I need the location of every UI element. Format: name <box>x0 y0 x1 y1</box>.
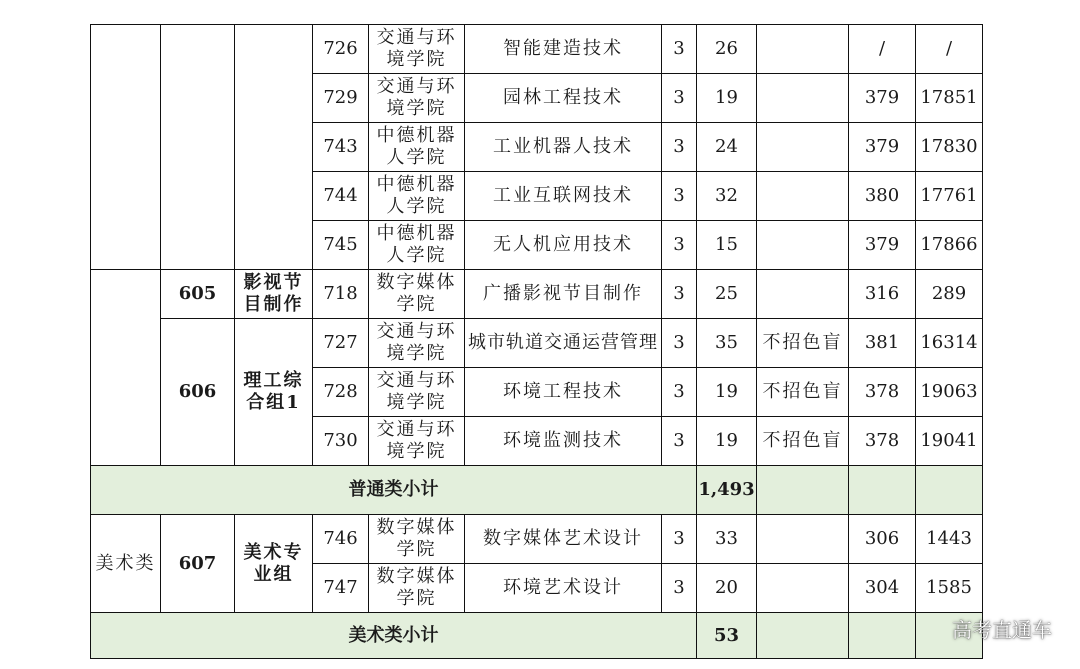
min-score: 379 <box>849 221 916 270</box>
college-name: 交通与环境学院 <box>369 25 465 74</box>
min-score: 381 <box>849 319 916 368</box>
group-name-cell <box>235 25 313 270</box>
group-name: 美术专业组 <box>235 515 313 613</box>
major-name: 广播影视节目制作 <box>465 270 662 319</box>
min-rank: / <box>916 25 983 74</box>
category-cell <box>91 25 161 270</box>
major-code: 730 <box>313 417 369 466</box>
major-name: 城市轨道交通运营管理 <box>465 319 662 368</box>
college-name: 中德机器人学院 <box>369 221 465 270</box>
plan-count: 35 <box>697 319 757 368</box>
min-rank: 17830 <box>916 123 983 172</box>
college-name: 数字媒体学院 <box>369 270 465 319</box>
admission-plan-table <box>90 24 983 659</box>
remark <box>757 515 849 564</box>
empty-cell <box>849 613 916 659</box>
plan-count: 19 <box>697 417 757 466</box>
study-years: 3 <box>662 25 697 74</box>
major-code: 718 <box>313 270 369 319</box>
study-years: 3 <box>662 172 697 221</box>
plan-count: 19 <box>697 368 757 417</box>
study-years: 3 <box>662 564 697 613</box>
min-rank: 17761 <box>916 172 983 221</box>
major-code: 745 <box>313 221 369 270</box>
min-score: 304 <box>849 564 916 613</box>
remark <box>757 221 849 270</box>
min-rank: 289 <box>916 270 983 319</box>
plan-count: 25 <box>697 270 757 319</box>
study-years: 3 <box>662 417 697 466</box>
college-name: 数字媒体学院 <box>369 515 465 564</box>
plan-count: 26 <box>697 25 757 74</box>
watermark: 高考直通车 <box>952 618 1052 642</box>
college-name: 交通与环境学院 <box>369 74 465 123</box>
plan-count: 20 <box>697 564 757 613</box>
plan-count: 33 <box>697 515 757 564</box>
major-code: 729 <box>313 74 369 123</box>
major-code: 727 <box>313 319 369 368</box>
plan-count: 19 <box>697 74 757 123</box>
college-name: 中德机器人学院 <box>369 172 465 221</box>
group-code: 607 <box>161 515 235 613</box>
subtotal-label: 普通类小计 <box>91 466 697 515</box>
plan-count: 32 <box>697 172 757 221</box>
min-score: / <box>849 25 916 74</box>
remark <box>757 123 849 172</box>
min-rank: 16314 <box>916 319 983 368</box>
subtotal-value: 1,493 <box>697 466 757 515</box>
remark: 不招色盲 <box>757 368 849 417</box>
subtotal-row <box>91 613 983 659</box>
min-rank: 1585 <box>916 564 983 613</box>
major-name: 园林工程技术 <box>465 74 662 123</box>
major-code: 746 <box>313 515 369 564</box>
major-name: 工业互联网技术 <box>465 172 662 221</box>
college-name: 中德机器人学院 <box>369 123 465 172</box>
study-years: 3 <box>662 319 697 368</box>
subtotal-value: 53 <box>697 613 757 659</box>
major-code: 743 <box>313 123 369 172</box>
min-rank: 19041 <box>916 417 983 466</box>
major-name: 无人机应用技术 <box>465 221 662 270</box>
min-rank: 17866 <box>916 221 983 270</box>
remark <box>757 270 849 319</box>
plan-count: 24 <box>697 123 757 172</box>
remark: 不招色盲 <box>757 417 849 466</box>
college-name: 数字媒体学院 <box>369 564 465 613</box>
empty-cell <box>757 466 849 515</box>
table-row <box>91 515 983 564</box>
remark <box>757 74 849 123</box>
group-code: 606 <box>161 319 235 466</box>
category-name: 美术类 <box>91 515 161 613</box>
subtotal-label: 美术类小计 <box>91 613 697 659</box>
study-years: 3 <box>662 123 697 172</box>
major-code: 726 <box>313 25 369 74</box>
empty-cell <box>849 466 916 515</box>
min-score: 378 <box>849 368 916 417</box>
min-rank: 1443 <box>916 515 983 564</box>
major-name: 智能建造技术 <box>465 25 662 74</box>
group-code-cell <box>161 25 235 270</box>
min-rank: 17851 <box>916 74 983 123</box>
major-name: 数字媒体艺术设计 <box>465 515 662 564</box>
major-name: 工业机器人技术 <box>465 123 662 172</box>
min-score: 306 <box>849 515 916 564</box>
min-score: 380 <box>849 172 916 221</box>
remark <box>757 25 849 74</box>
major-code: 747 <box>313 564 369 613</box>
major-code: 728 <box>313 368 369 417</box>
group-name: 理工综合组1 <box>235 319 313 466</box>
remark: 不招色盲 <box>757 319 849 368</box>
empty-cell <box>916 466 983 515</box>
major-name: 环境工程技术 <box>465 368 662 417</box>
table-row <box>91 270 983 319</box>
major-name: 环境监测技术 <box>465 417 662 466</box>
min-rank: 19063 <box>916 368 983 417</box>
group-code: 605 <box>161 270 235 319</box>
min-score: 379 <box>849 74 916 123</box>
study-years: 3 <box>662 270 697 319</box>
min-score: 378 <box>849 417 916 466</box>
study-years: 3 <box>662 221 697 270</box>
college-name: 交通与环境学院 <box>369 368 465 417</box>
study-years: 3 <box>662 74 697 123</box>
college-name: 交通与环境学院 <box>369 417 465 466</box>
empty-cell <box>757 613 849 659</box>
group-name: 影视节目制作 <box>235 270 313 319</box>
plan-count: 15 <box>697 221 757 270</box>
study-years: 3 <box>662 368 697 417</box>
major-name: 环境艺术设计 <box>465 564 662 613</box>
remark <box>757 172 849 221</box>
study-years: 3 <box>662 515 697 564</box>
min-score: 316 <box>849 270 916 319</box>
table-row <box>91 25 983 74</box>
subtotal-row <box>91 466 983 515</box>
college-name: 交通与环境学院 <box>369 319 465 368</box>
major-code: 744 <box>313 172 369 221</box>
remark <box>757 564 849 613</box>
min-score: 379 <box>849 123 916 172</box>
table-row <box>91 319 983 368</box>
category-cell <box>91 270 161 466</box>
